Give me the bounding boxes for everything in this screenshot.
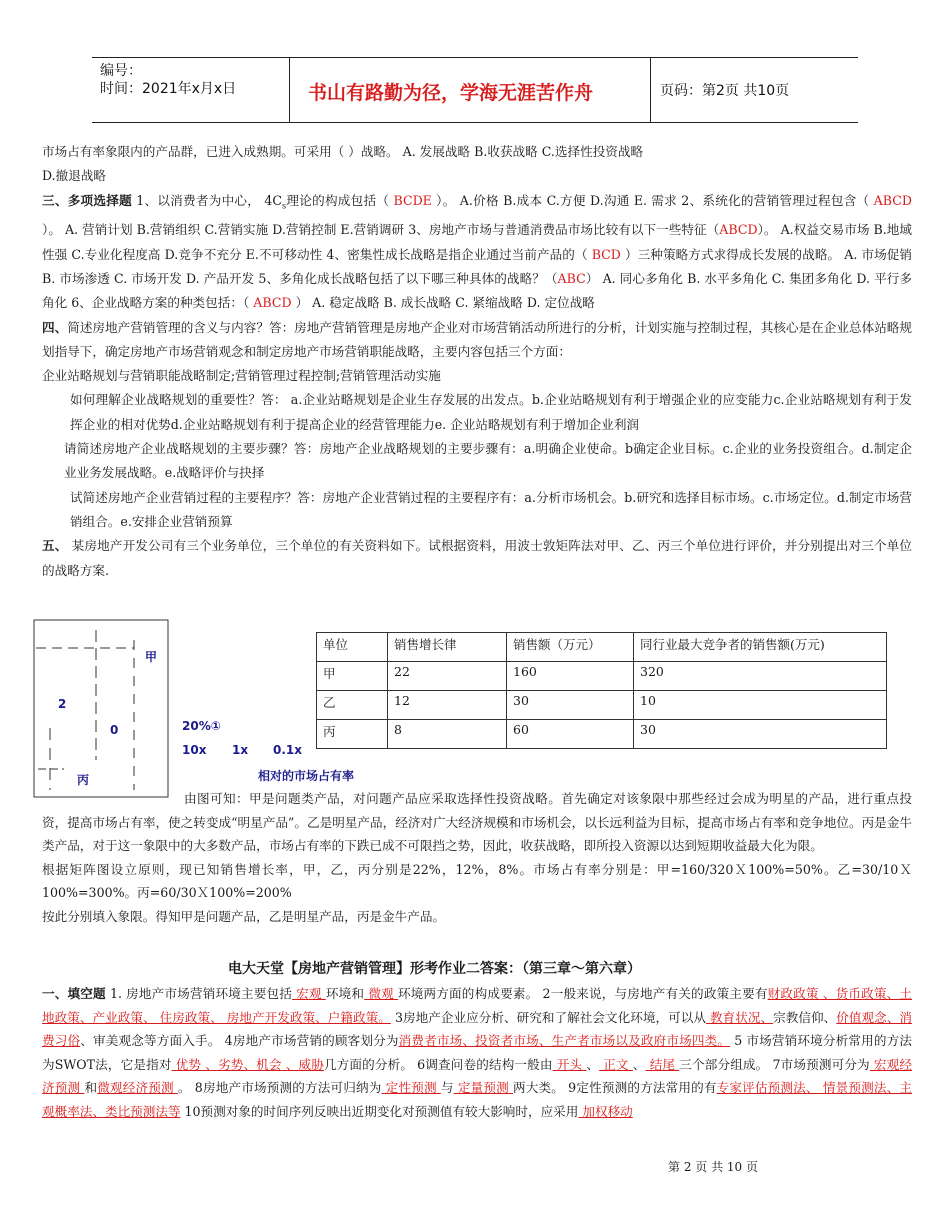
section-3-title: 三、多项选择题 xyxy=(42,192,132,208)
q5-answer: 优势 、劣势、机会 、威胁 xyxy=(171,1056,324,1072)
q6-answer-3: 结尾 xyxy=(645,1056,680,1072)
table-cell: 乙 xyxy=(317,691,388,720)
section-5-text: 某房地产开发公司有三个业务单位，三个单位的有关资料如下。试根据资料，用波士敦矩阵法对甲、乙、丙三个单位进行评价，并分别提出对三个单位的战略方案. xyxy=(42,538,913,578)
s3-q1-text-b: 理论的构成包括（ xyxy=(286,192,394,208)
s3-q6-options: ） A. 稳定战略 B. 成长战略 C. 紧缩战略 D. 定位战略 xyxy=(291,295,595,311)
q8-answer-2: 定量预测 xyxy=(453,1080,513,1096)
q4-answer: 消费者市场、投资者市场、生产者市场以及政府市场四类。 xyxy=(398,1033,731,1049)
s3-q2-options: ）。 A. 营销计划 B.营销组织 C.营销实施 D.营销控制 E.营销调研 3、房地产市场与普通消费品市场比较有以下一些特征（ xyxy=(42,222,720,238)
fill-blank-title: 一、填空题 xyxy=(42,986,106,1001)
q2-text: 环境两方面的构成要素。 2一般来说，与房地产有关的政策主要有 xyxy=(398,986,768,1001)
q6-separator-2: 、 xyxy=(632,1056,646,1072)
matrix-label-jia: 甲 xyxy=(145,650,158,664)
table-cell: 160 xyxy=(507,662,634,691)
analysis-section xyxy=(42,787,912,929)
s3-q4-answer: BCD xyxy=(591,246,621,262)
s3-q4-options: ）三种策略方式求得成长发展的战略。 A. 市场促销 B. 市场渗透 C. 市场开发 D. 产品开发 5、多角化成长战略包括了以下哪三种具体的战略？（ xyxy=(42,246,912,286)
p1-continuation: D.撤退战略 xyxy=(42,168,107,184)
s3-q1-text: 1、以消费者为中心， 4C xyxy=(131,192,283,208)
matrix-label-2: 2 xyxy=(58,697,67,711)
table-header-cell: 单位 xyxy=(317,633,388,662)
table-header-cell: 同行业最大竞争者的销售额(万元) xyxy=(634,633,887,662)
q1-text-b: 环境和 xyxy=(325,986,365,1001)
page-footer: 第 2 页 共 10 页 xyxy=(668,1160,758,1174)
header-code-label: 编号： xyxy=(100,63,142,79)
analysis-paragraph-2: 根据矩阵图设立原则，现已知销售增长率，甲，乙，丙分别是22%，12%，8%。市场占有率分别是：甲=160/320Ｘ100%=50%。乙=30/10Ｘ100%=300%。丙=60/30Ｘ100%=200% xyxy=(42,861,912,901)
q10-text: 10预测对象的时间序列反映出近期变化对预测值有较大影响时，应采用 xyxy=(180,1103,579,1119)
table-header-cell: 销售额（万元） xyxy=(507,633,634,662)
table-row xyxy=(317,691,887,720)
header-time-label: 时间：2021年x月x日 xyxy=(100,81,237,97)
s3-q2-answer: ABCD xyxy=(873,192,912,208)
fill-blank-text xyxy=(42,982,912,1124)
table-cell: 22 xyxy=(388,662,507,691)
q4-text: 、审美观念等方面入手。 4房地产市场营销的顾客划分为 xyxy=(80,1033,399,1049)
q6-text: 几方面的分析。 6调查问卷的结构一般由 xyxy=(323,1056,553,1072)
matrix-x-tick-10x: 10x xyxy=(182,743,207,757)
q8-text: 。 8房地产市场预测的方法可归纳为 xyxy=(177,1080,382,1096)
matrix-x-tick-1x: 1x xyxy=(232,743,249,757)
matrix-x-title: 相对的市场占有率 xyxy=(258,769,355,783)
analysis-paragraph-3: 按此分别填入象限。得知甲是问题产品，乙是明星产品，丙是金牛产品。 xyxy=(42,908,445,924)
table-cell: 320 xyxy=(634,662,887,691)
matrix-outer-frame xyxy=(34,620,168,797)
table-cell: 60 xyxy=(507,720,634,749)
table-cell: 10 xyxy=(634,691,887,720)
table-cell: 甲 xyxy=(317,662,388,691)
matrix-label-bing: 丙 xyxy=(77,773,90,787)
header-page-label: 页码：第2页 共10页 xyxy=(660,83,790,99)
s3-q1-subscript: s xyxy=(282,201,287,211)
table-row xyxy=(317,662,887,691)
section-5-title: 五、 xyxy=(42,538,68,554)
q6-answer-1: 开头 xyxy=(552,1056,587,1072)
s3-q5-answer: ABC xyxy=(557,271,586,286)
section2-title: 电大天堂【房地产营销管理】形考作业二答案：（第三章～第六章） xyxy=(228,961,641,977)
q1-answer-1: 宏观 xyxy=(292,986,326,1001)
q6-answer-2: 正文 xyxy=(599,1056,633,1072)
q1-text: 1. 房地产市场营销环境主要包括 xyxy=(105,986,293,1001)
section-4-q2: 如何理解企业战略规划的重要性？答： a.企业站略规划是企业生存发展的出发点。b.企业站略规划有利于增强企业的应变能力c.企业站略规划有利于发挥企业的相对优势d.企业站略规划有利于提高企业的经营管理能力e. 企业站略规划有利于增加企业利润 xyxy=(70,392,912,432)
matrix-label-0: 0 xyxy=(110,723,119,737)
fill-blank-section xyxy=(42,982,912,1124)
s3-q3-options: ）。 A.权益交易市场 B.地域性强 C.专业化程度高 D.竞争不充分 E.不可移动性 4、密集性成长战略是指企业通过当前产品的（ xyxy=(42,222,912,262)
s3-q3-answer: ABCD xyxy=(719,222,758,238)
matrix-x-tick-01x: 0.1x xyxy=(273,743,302,757)
q3-answer-2: 价值观念、消费习俗 xyxy=(42,1009,912,1049)
analysis-paragraph-1: 由图可知：甲是问题类产品，对问题产品应采取选择性投资战略。首先确定对该象限中那些经过会成为明星的产品，进行重点投资，提高市场占有率，使之转变成“明星产品”。乙是明星产品，经济对广大经济规模和市场机会，以长远利益为目标，提高市场占有率和竞争地位。丙是金牛类产品，对于这一象限中的大多数产品，市场占有率的下跌已成不可限挡之势，因此，收获战略，即所投入资源以达到短期收益最大化为限。 xyxy=(42,791,912,854)
header-motto: 书山有路勤为径，学海无涯苦作舟 xyxy=(308,82,594,104)
table-header-cell: 销售增长律 xyxy=(388,633,507,662)
table-cell: 8 xyxy=(388,720,507,749)
matrix-label-20pct: 20%① xyxy=(182,719,221,733)
s3-q1-answer: BCDE xyxy=(393,192,432,208)
table-cell: 30 xyxy=(634,720,887,749)
section-4-title: 四、 xyxy=(42,319,68,335)
table-cell: 12 xyxy=(388,691,507,720)
table-row xyxy=(317,720,887,749)
s3-q2-text: 2、系统化的营销管理过程包含（ xyxy=(681,192,874,208)
section-4-q4: 试简述房地产企业营销过程的主要程序？答：房地产企业营销过程的主要程序有：a.分析市场机会。b.研究和选择目标市场。c.市场定位。d.制定市场营销组合。e.安排企业营销预算 xyxy=(70,489,912,529)
q8-text-b: 与 xyxy=(440,1080,454,1096)
q9-answer: 专家评估预测法、 情景预测法、主观概率法、类比预测法等 xyxy=(42,1080,912,1119)
section-4-line2: 企业站略规划与营销职能战略制定;营销管理过程控制;营销管理活动实施 xyxy=(42,368,441,384)
q1-answer-2: 微观 xyxy=(364,986,399,1001)
q6-separator-1: 、 xyxy=(586,1056,600,1072)
q5-text: 5 市场营销环境分析常用的方法为SWOT法，它是指对 xyxy=(42,1033,912,1072)
p1-text: 市场占有率象限内的产品群，已进入成熟期。可采用（ ）战略。 A. 发展战略 B.收获战略 C.选择性投资战略 xyxy=(42,144,644,159)
s3-q1-options: ）。 A.价格 B.成本 C.方便 D.沟通 E. 需求 xyxy=(431,192,677,208)
q2-answer: 财政政策 、货币政策、土地政策、产业政策、 住房政策、 房地产开发政策、户籍政策。 xyxy=(42,986,912,1025)
q7-text: 三个部分组成。 7市场预测可分为 xyxy=(679,1056,870,1072)
table-cell: 丙 xyxy=(317,720,388,749)
q9-text: 两大类。 9定性预测的方法常用的有 xyxy=(513,1080,717,1096)
q8-answer-1: 定性预测 xyxy=(381,1080,441,1096)
business-unit-table xyxy=(316,632,887,749)
table-cell: 30 xyxy=(507,691,634,720)
q7-text-b: 和 xyxy=(84,1080,98,1096)
q7-answer-1: 宏观经济预测 xyxy=(42,1056,912,1096)
table-header-row xyxy=(317,633,887,662)
q3-text: 3房地产企业应分析、研究和了解社会文化环境，可以从 xyxy=(390,1009,706,1025)
s3-q6-answer: ABCD xyxy=(253,295,292,311)
q3-answer-1: 教育状况、 xyxy=(705,1009,774,1025)
q7-answer-2: 微观经济预测 xyxy=(97,1080,178,1096)
section-4-text: 简述房地产营销管理的含义与内容？答：房地产营销管理是房地产企业对市场营销活动所进行的分析，计划实施与控制过程，其核心是在企业总体站略规划指导下，确定房地产市场营销观念和制定房地产市场营销职能战略，主要内容包括三个方面： xyxy=(42,319,913,359)
s3-q5-options: ） A. 同心多角化 B. 水平多角化 C. 集团多角化 D. 平行多角化 6、企业战略方案的种类包括：（ xyxy=(42,271,912,311)
q10-answer: 加权移动 xyxy=(578,1103,633,1119)
q3-text-b: 宗教信仰、 xyxy=(773,1009,837,1025)
section-4-q3: 请简述房地产企业战略规划的主要步骤？答：房地产企业战略规划的主要步骤有：a.明确企业使命。b确定企业目标。c.企业的业务投资组合。d.制定企业业务发展战略。e.战略评价与抉择 xyxy=(64,441,912,481)
